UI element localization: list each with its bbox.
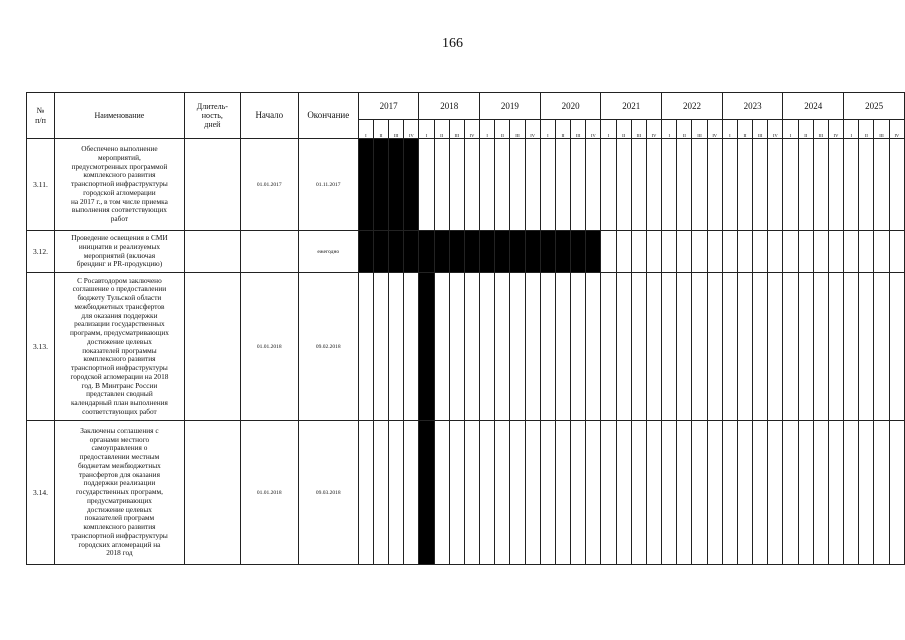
quarter-header-2024-4: IV [828,120,843,139]
gantt-cell [844,273,859,421]
gantt-cell [798,421,813,565]
task-start-date [240,231,298,273]
page-number: 166 [442,36,463,51]
gantt-bar-cell [404,231,419,273]
gantt-bar-cell [419,231,434,273]
gantt-cell [555,139,570,231]
gantt-cell [844,421,859,565]
gantt-cell [737,139,752,231]
quarter-header-2022-3: III [692,120,707,139]
gantt-cell [510,273,525,421]
gantt-cell [722,231,737,273]
gantt-cell [464,139,479,231]
gantt-bar-cell [525,231,540,273]
gantt-cell [677,273,692,421]
gantt-bar-cell [404,139,419,231]
gantt-cell [480,139,495,231]
gantt-bar-cell [510,231,525,273]
task-name: Проведение освещения в СМИ инициатив и реализуемых мероприятий (включая брендинг и PR-продукцию) [54,231,184,273]
gantt-cell [373,273,388,421]
gantt-cell [404,273,419,421]
gantt-cell [768,231,783,273]
quarter-header-2021-4: IV [646,120,661,139]
gantt-bar-cell [358,139,373,231]
gantt-cell [601,231,616,273]
gantt-cell [662,231,677,273]
quarter-header-2019-2: II [495,120,510,139]
gantt-cell [389,273,404,421]
gantt-cell [525,139,540,231]
gantt-cell [768,273,783,421]
gantt-cell [510,421,525,565]
gantt-cell [813,139,828,231]
year-header-2024: 2024 [783,93,844,120]
quarter-header-2025-3: III [874,120,889,139]
task-end-date: 09.03.2018 [298,421,358,565]
year-header-2020: 2020 [540,93,601,120]
gantt-cell [616,231,631,273]
gantt-cell [737,273,752,421]
gantt-cell [798,231,813,273]
task-duration [184,231,240,273]
gantt-table [26,92,905,565]
gantt-cell [586,139,601,231]
task-name: Обеспечено выполнение мероприятий, предусмотренных программой комплексного развития транспортной инфраструктуры городской агломерации на 2017 г., в том числе приемка выполнения соответствующих работ [54,139,184,231]
gantt-bar-cell [389,139,404,231]
gantt-cell [449,139,464,231]
gantt-cell [631,421,646,565]
gantt-bar-cell [419,421,434,565]
quarter-header-2018-3: III [449,120,464,139]
gantt-cell [495,139,510,231]
task-duration [184,273,240,421]
gantt-cell [859,231,874,273]
gantt-cell [449,273,464,421]
gantt-cell [692,273,707,421]
gantt-cell [828,273,843,421]
gantt-cell [859,139,874,231]
header-duration: Длитель- ность, дней [184,93,240,139]
gantt-cell [646,421,661,565]
quarter-header-2023-2: II [737,120,752,139]
quarter-header-2022-1: I [662,120,677,139]
task-start-date: 01.01.2017 [240,139,298,231]
gantt-bar-cell [464,231,479,273]
quarter-header-2023-4: IV [768,120,783,139]
gantt-bar-cell [373,231,388,273]
gantt-cell [692,139,707,231]
quarter-header-2017-2: II [373,120,388,139]
gantt-cell [358,421,373,565]
gantt-cell [722,139,737,231]
gantt-cell [373,421,388,565]
quarter-header-2025-2: II [859,120,874,139]
quarter-header-2020-4: IV [586,120,601,139]
gantt-cell [707,273,722,421]
gantt-bar-cell [571,231,586,273]
gantt-cell [419,139,434,231]
quarter-header-2017-4: IV [404,120,419,139]
gantt-cell [571,273,586,421]
table-row [27,421,905,565]
gantt-cell [874,421,889,565]
quarter-header-2022-4: IV [707,120,722,139]
header-name: Наименование [54,93,184,139]
gantt-cell [586,421,601,565]
quarter-header-2019-4: IV [525,120,540,139]
gantt-cell [480,421,495,565]
quarter-header-2024-3: III [813,120,828,139]
gantt-cell [631,139,646,231]
header-end: Окончание [298,93,358,139]
gantt-cell [540,273,555,421]
gantt-cell [646,231,661,273]
year-header-2019: 2019 [480,93,541,120]
gantt-cell [525,421,540,565]
gantt-cell [889,139,904,231]
task-duration [184,421,240,565]
gantt-cell [571,139,586,231]
quarter-header-2024-2: II [798,120,813,139]
year-header-2021: 2021 [601,93,662,120]
task-name: С Росавтодором заключено соглашение о предоставлении бюджету Тульской области межбюджетных трансфертов для оказания поддержки реализации государственных программ, предусматривающих достижение целевых показателей программы комплексного развития транспортной инфраструктуры городской агломерации на 2018 год. В Минтранс России представлен сводный календарный план выполнения соответствующих работ [54,273,184,421]
gantt-cell [480,273,495,421]
quarter-header-2023-3: III [753,120,768,139]
gantt-cell [753,421,768,565]
gantt-bar-cell [419,273,434,421]
gantt-cell [510,139,525,231]
row-number: 3.14. [27,421,55,565]
quarter-header-2019-3: III [510,120,525,139]
gantt-cell [631,231,646,273]
gantt-cell [783,231,798,273]
gantt-cell [662,421,677,565]
gantt-cell [844,139,859,231]
gantt-cell [737,421,752,565]
gantt-bar-cell [555,231,570,273]
quarter-header-2023-1: I [722,120,737,139]
row-number: 3.12. [27,231,55,273]
gantt-bar-cell [495,231,510,273]
gantt-cell [722,273,737,421]
quarter-header-2020-1: I [540,120,555,139]
gantt-cell [631,273,646,421]
gantt-cell [707,231,722,273]
gantt-cell [616,421,631,565]
gantt-cell [783,139,798,231]
year-header-2023: 2023 [722,93,783,120]
gantt-bar-cell [449,231,464,273]
gantt-cell [555,421,570,565]
gantt-cell [434,273,449,421]
gantt-cell [692,231,707,273]
gantt-cell [828,421,843,565]
quarter-header-2025-4: IV [889,120,904,139]
gantt-cell [464,421,479,565]
gantt-cell [571,421,586,565]
gantt-bar-cell [480,231,495,273]
task-end-date: 01.11.2017 [298,139,358,231]
gantt-cell [722,421,737,565]
quarter-header-2018-2: II [434,120,449,139]
gantt-cell [434,421,449,565]
gantt-cell [601,139,616,231]
quarter-header-2021-2: II [616,120,631,139]
gantt-cell [783,421,798,565]
gantt-cell [768,139,783,231]
gantt-cell [662,273,677,421]
gantt-cell [707,139,722,231]
gantt-cell [358,273,373,421]
table-row [27,139,905,231]
quarter-header-2018-1: I [419,120,434,139]
quarter-header-2020-3: III [571,120,586,139]
gantt-cell [495,421,510,565]
gantt-cell [828,231,843,273]
gantt-cell [677,139,692,231]
quarter-header-2025-1: I [844,120,859,139]
task-end-date: ежегодно [298,231,358,273]
gantt-cell [783,273,798,421]
gantt-cell [662,139,677,231]
task-name: Заключены соглашения с органами местного самоуправления о предоставлении местным бюджетам межбюджетных трансфертов для оказания поддержки реализации государственных программ, предусматривающих достижение целевых показателей программ комплексного развития транспортной инфраструктуры городских агломераций на 2018 год [54,421,184,565]
gantt-cell [874,139,889,231]
gantt-cell [813,231,828,273]
gantt-cell [464,273,479,421]
year-header-2025: 2025 [844,93,905,120]
gantt-bar-cell [540,231,555,273]
gantt-cell [404,421,419,565]
gantt-cell [874,231,889,273]
gantt-cell [449,421,464,565]
gantt-cell [813,421,828,565]
gantt-cell [753,139,768,231]
gantt-cell [495,273,510,421]
gantt-cell [540,139,555,231]
year-header-2018: 2018 [419,93,480,120]
quarter-header-2018-4: IV [464,120,479,139]
table-row [27,273,905,421]
task-start-date: 01.01.2018 [240,421,298,565]
task-end-date: 09.02.2018 [298,273,358,421]
gantt-bar-cell [358,231,373,273]
quarter-header-2019-1: I [480,120,495,139]
gantt-cell [616,139,631,231]
gantt-bar-cell [373,139,388,231]
quarter-header-2017-1: I [358,120,373,139]
gantt-bar-cell [586,231,601,273]
gantt-cell [889,421,904,565]
row-number: 3.11. [27,139,55,231]
gantt-cell [646,139,661,231]
quarter-header-2017-3: III [389,120,404,139]
quarter-header-2024-1: I [783,120,798,139]
quarter-header-2021-3: III [631,120,646,139]
gantt-cell [707,421,722,565]
gantt-cell [828,139,843,231]
gantt-cell [601,273,616,421]
row-number: 3.13. [27,273,55,421]
gantt-cell [737,231,752,273]
gantt-cell [798,273,813,421]
task-start-date: 01.01.2018 [240,273,298,421]
gantt-cell [540,421,555,565]
gantt-cell [389,421,404,565]
quarter-header-2020-2: II [555,120,570,139]
header-row-years [27,93,905,120]
gantt-bar-cell [389,231,404,273]
gantt-cell [768,421,783,565]
quarter-header-2022-2: II [677,120,692,139]
gantt-cell [677,421,692,565]
gantt-cell [889,231,904,273]
gantt-cell [753,273,768,421]
gantt-cell [859,421,874,565]
year-header-2017: 2017 [358,93,419,120]
quarter-header-2021-1: I [601,120,616,139]
gantt-cell [874,273,889,421]
header-start: Начало [240,93,298,139]
gantt-cell [601,421,616,565]
gantt-cell [434,139,449,231]
gantt-cell [692,421,707,565]
gantt-cell [798,139,813,231]
table-row [27,231,905,273]
gantt-cell [844,231,859,273]
gantt-cell [753,231,768,273]
gantt-cell [525,273,540,421]
gantt-cell [813,273,828,421]
year-header-2022: 2022 [662,93,723,120]
header-num: № п/п [27,93,55,139]
gantt-cell [555,273,570,421]
gantt-cell [677,231,692,273]
task-duration [184,139,240,231]
gantt-cell [859,273,874,421]
gantt-cell [586,273,601,421]
gantt-bar-cell [434,231,449,273]
gantt-cell [889,273,904,421]
gantt-cell [646,273,661,421]
gantt-cell [616,273,631,421]
